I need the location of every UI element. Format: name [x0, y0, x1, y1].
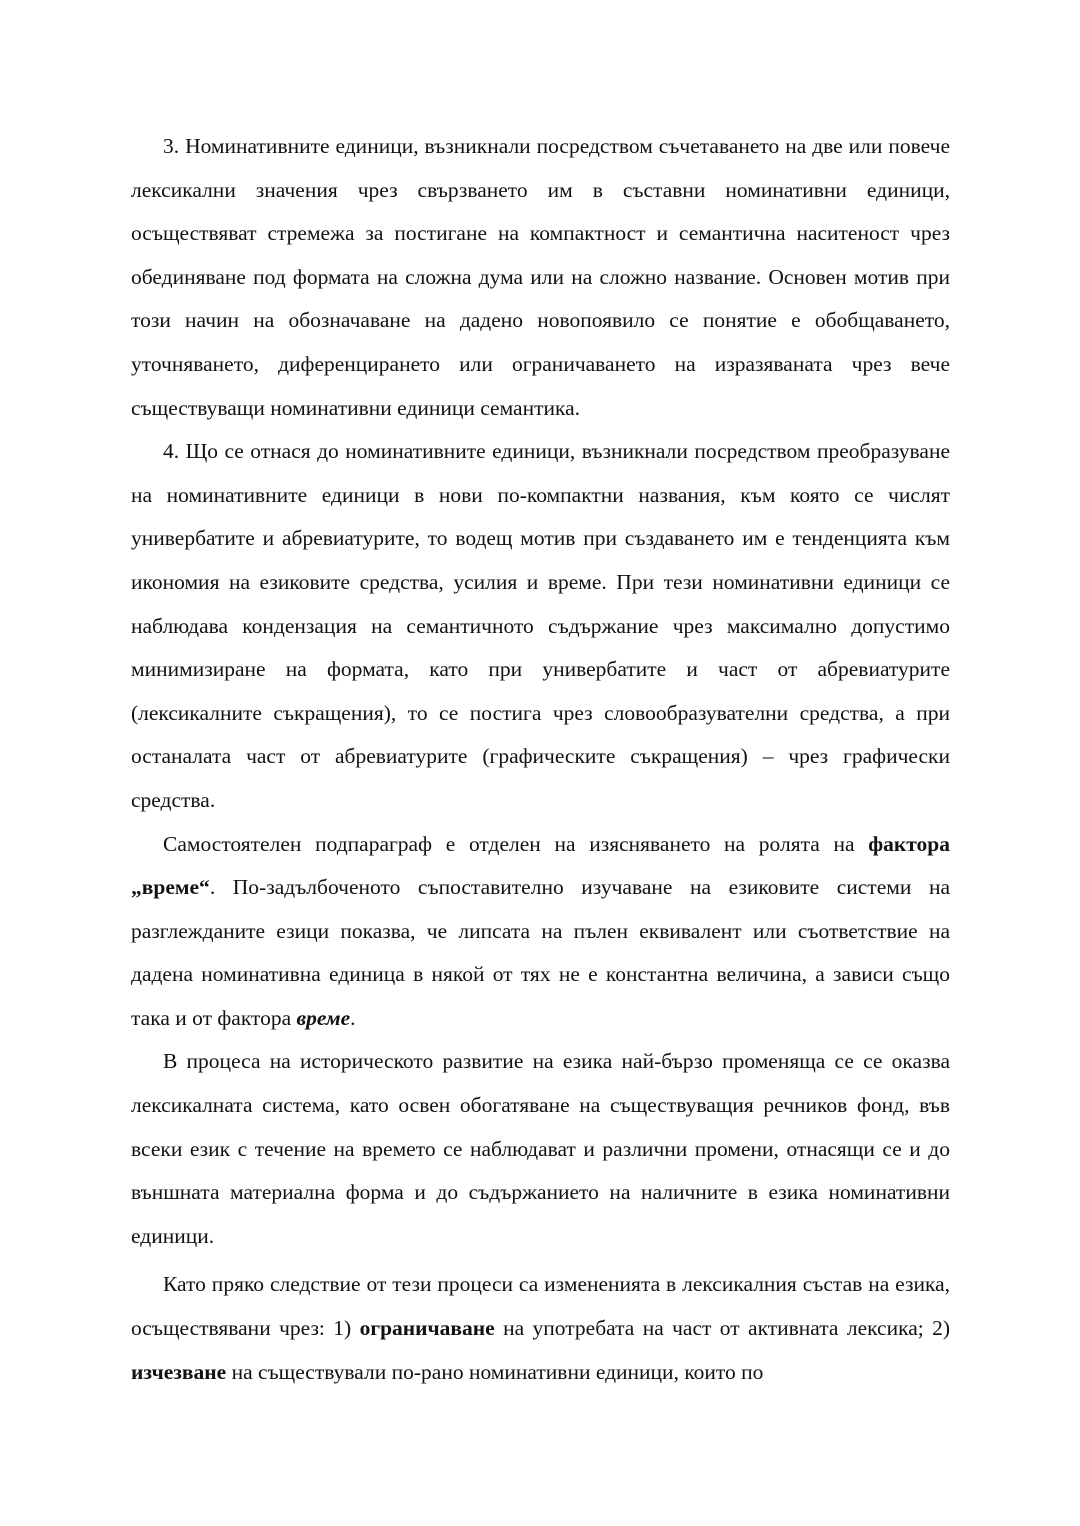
paragraph-historical-development [131, 1040, 950, 1258]
text-run-bold: изчезване [131, 1359, 227, 1384]
text-run-bold: фактора „време“ [131, 831, 950, 900]
paragraph-4-abbreviations [131, 430, 950, 822]
text-run-normal: на употребата на част от активната лексика; 2) [494, 1316, 950, 1341]
text-run-normal: В процеса на историческото развитие на езика най-бързо променяща се се оказва лексикалната система, като освен обогатяване на съществуващия речников фонд, във всеки език с течение на времето се наблюдават и различни промени, отнасящи се и до външната материална форма и до съдържанието на наличните в езика номинативни единици. [131, 1049, 950, 1248]
text-run-normal: Самостоятелен подпараграф е отделен на изясняването на ролята на [163, 831, 869, 856]
text-run-normal: . [350, 1005, 356, 1030]
text-run-normal: на съществували по-рано номинативни единици, които по [226, 1359, 764, 1384]
paragraph-lexical-changes [131, 1263, 950, 1394]
text-run-normal: Като пряко следствие от тези процеси са измененията в лексикалния състав на езика, осъществявани чрез: 1) [131, 1272, 950, 1341]
paragraph-3-nominative-units [131, 125, 950, 430]
text-run-normal: . По-задълбоченото съпоставително изучаване на езиковите системи на разглежданите езици показва, че липсата на пълен еквивалент или съответствие на дадена номинативна единица в някой от тях не е константна величина, а зависи също така и от фактора [131, 875, 950, 1030]
text-run-normal: 4. Що се отнася до номинативните единици, възникнали посредством преобразуване на номинативните единици в нови по-компактни названия, към която се числят универбатите и абревиатурите, то водещ мотив при създаването им е тенденцията към икономия на езиковите средства, усилия и време. При тези номинативни единици се наблюдава кондензация на семантичното съдържание чрез максимално допустимо минимизиране на формата, като при универбатите и част от абревиатурите (лексикалните съкращения), то се постига чрез словообразувателни средства, а при останалата част от абревиатурите (графическите съкращения) – чрез графически средства. [131, 439, 950, 812]
paragraph-time-factor [131, 823, 950, 1041]
document-body [131, 125, 950, 1394]
text-run-bold: ограничаване [359, 1316, 495, 1341]
text-run-normal: 3. Номинативните единици, възникнали посредством съчетаването на две или повече лексикални значения чрез свързването им в съставни номинативни единици, осъществяват стремежа за постигане на компактност и семантична наситеност чрез обединяване под формата на сложна дума или на сложно название. Основен мотив при този начин на обозначаване на дадено новопоявило се понятие е обобщаването, уточняването, диференцирането или ограничаването на изразяваната чрез вече съществуващи номинативни единици семантика. [131, 134, 950, 420]
text-run-bold-italic: време [296, 1005, 351, 1030]
